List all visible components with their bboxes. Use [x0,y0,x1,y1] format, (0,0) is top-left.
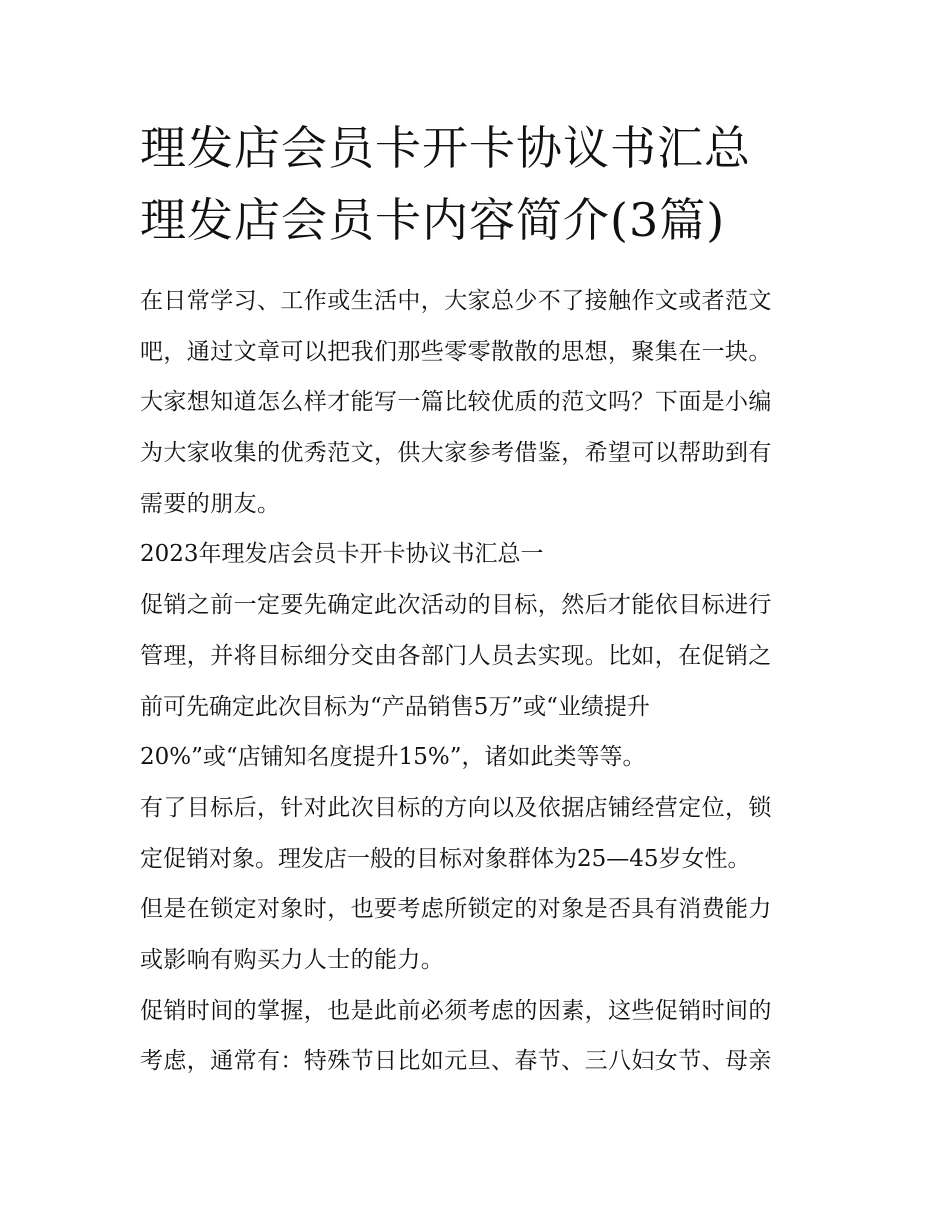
body-line: 促销之前一定要先确定此次活动的目标，然后才能依目标进行 [140,592,772,619]
body-line: 吧，通过文章可以把我们那些零零散散的思想，聚集在一块。 [140,338,772,365]
body-line: 前可先确定此次目标为“产品销售5万”或“业绩提升 [140,693,650,720]
body-line: 大家想知道怎么样才能写一篇比较优质的范文吗？下面是小编 [140,389,772,416]
body-line: 有了目标后，针对此次目标的方向以及依据店铺经营定位，锁 [140,794,772,821]
body-line: 考虑，通常有：特殊节日比如元旦、春节、三八妇女节、母亲 [140,1048,772,1075]
document-title [140,112,830,256]
title-line-1: 理发店会员卡开卡协议书汇总 [140,121,751,175]
body-line: 促销时间的掌握，也是此前必须考虑的因素，这些促销时间的 [140,997,772,1024]
body-line: 需要的朋友。 [140,490,281,517]
document-body [140,276,820,1087]
body-line: 但是在锁定对象时，也要考虑所锁定的对象是否具有消费能力 [140,896,772,923]
section-heading: 2023年理发店会员卡开卡协议书汇总一 [140,541,544,568]
body-line: 为大家收集的优秀范文，供大家参考借鉴，希望可以帮助到有 [140,440,772,467]
title-line-2: 理发店会员卡内容简介(3篇) [140,193,726,247]
body-line: 20%”或“店铺知名度提升15%”，诸如此类等等。 [140,744,646,771]
body-line: 在日常学习、工作或生活中，大家总少不了接触作文或者范文 [140,288,772,314]
body-line: 或影响有购买力人士的能力。 [140,946,445,973]
body-line: 管理，并将目标细分交由各部门人员去实现。比如，在促销之 [140,642,772,669]
body-line: 定促销对象。理发店一般的目标对象群体为25—45岁女性。 [140,845,751,872]
